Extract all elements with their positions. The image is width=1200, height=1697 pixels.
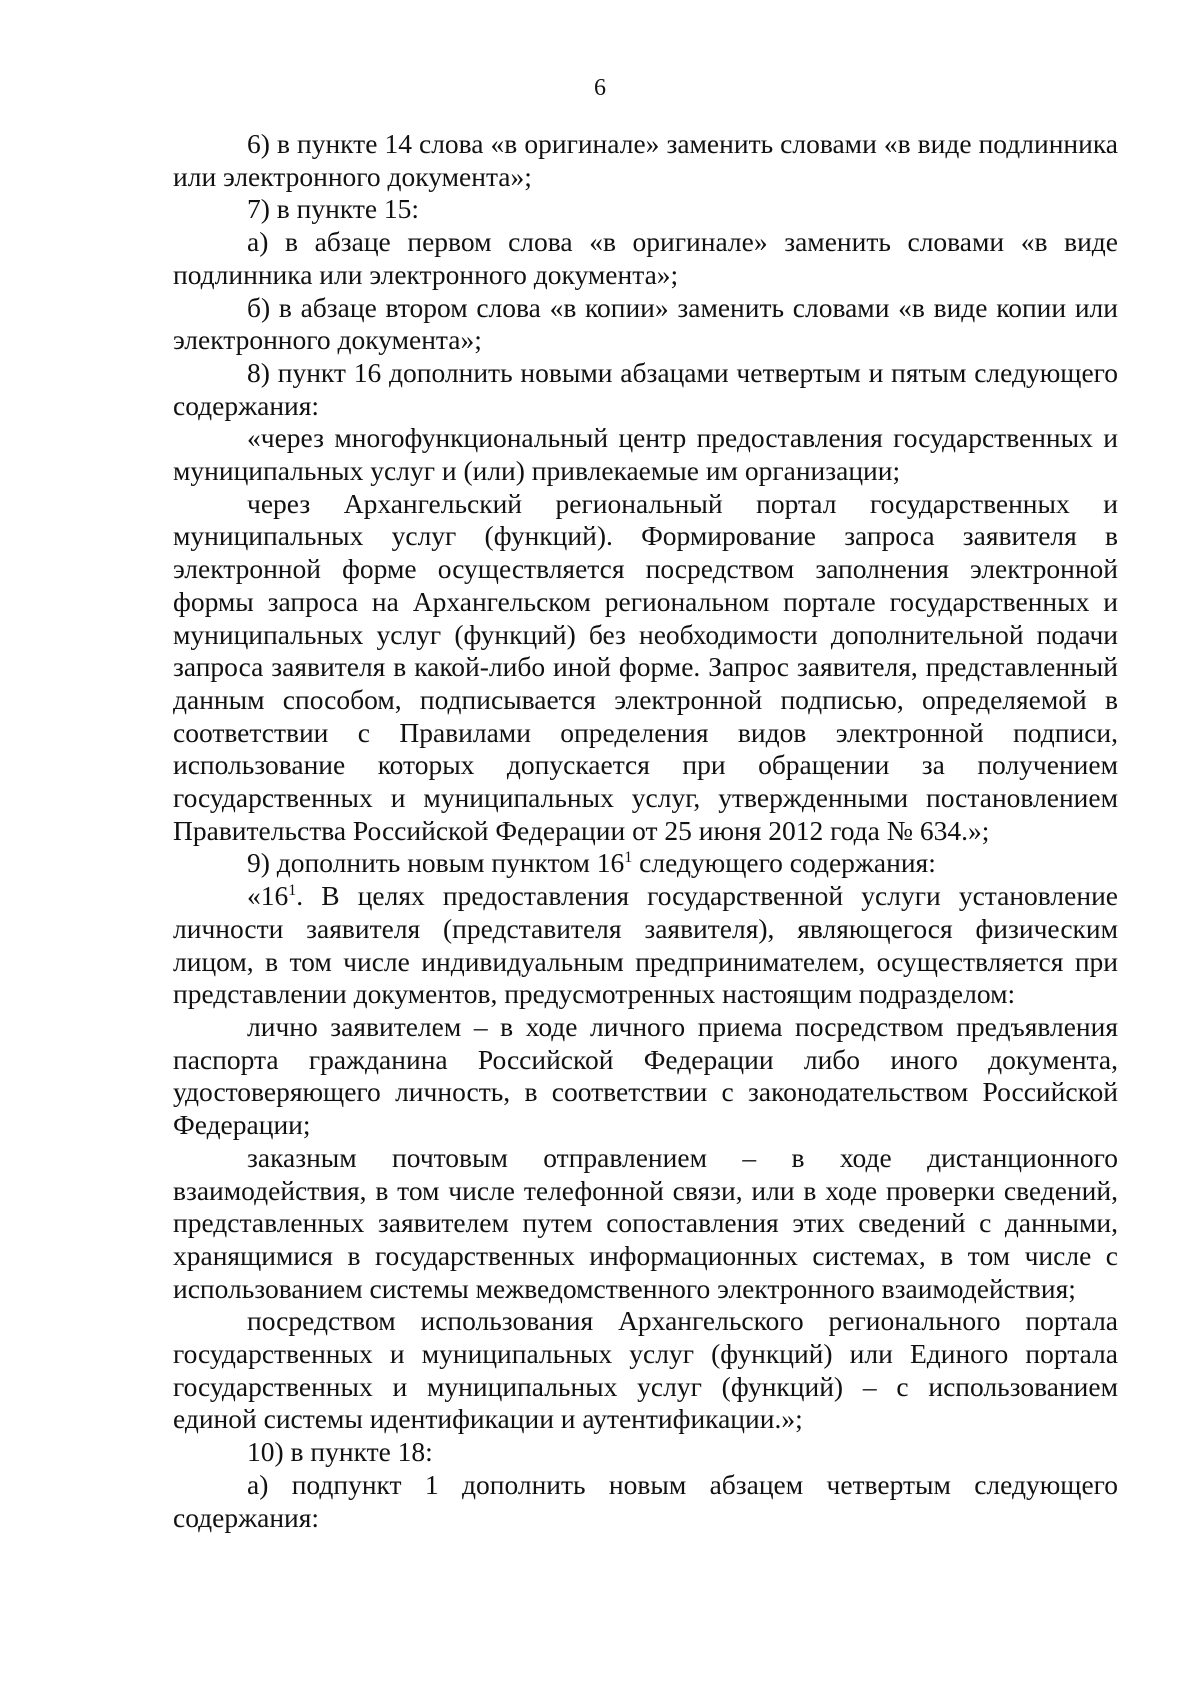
paragraph-subitem-7b: б) в абзаце втором слова «в копии» заменить словами «в виде копии или электронного документа»; (173, 291, 1118, 356)
superscript-index: 1 (624, 849, 633, 867)
paragraph-item-9-text: 9) дополнить новым пунктом 16 (247, 847, 625, 879)
paragraph-personal-visit: лично заявителем – в ходе личного приема посредством предъявления паспорта гражданина Российской Федерации либо иного документа, удостоверяющего личность, в соответствии с законодательством Российской Федерации; (173, 1010, 1118, 1141)
quoted-paragraph-regional-portal: через Архангельский региональный портал государственных и муниципальных услуг (функций). Формирование запроса заявителя в электронной форме осуществляется посредством заполнения электронной формы запроса на Архангельском региональном портале государственных и муниципальных услуг (функций) без необходимости дополнительной подачи запроса заявителя в какой-либо иной форме. Запрос заявителя, представленный данным способом, подписывается электронной подписью, определяемой в соответствии с Правилами определения видов электронной подписи, использование которых допускается при обращении за получением государственных и муниципальных услуг, утвержденными постановлением Правительства Российской Федерации от 25 июня 2012 года № 634.»; (173, 487, 1118, 846)
document-body (173, 128, 1118, 1534)
paragraph-item-9-text-end: следующего содержания: (632, 847, 936, 879)
paragraph-subitem-7a: а) в абзаце первом слова «в оригинале» заменить словами «в виде подлинника или электронного документа»; (173, 226, 1118, 290)
quoted-paragraph-16-1-start: «16 (247, 880, 289, 912)
paragraph-item-8: 8) пункт 16 дополнить новыми абзацами четвертым и пятым следующего содержания: (173, 356, 1118, 421)
quoted-paragraph-16-1 (173, 880, 1118, 1011)
paragraph-portal-identification: посредством использования Архангельского регионального портала государственных и муниципальных услуг (функций) или Единого портала государственных и муниципальных услуг (функций) – с использованием единой системы идентификации и аутентификации.»; (173, 1305, 1118, 1435)
paragraph-item-7: 7) в пункте 15: (247, 193, 420, 225)
page-number: 6 (594, 75, 606, 101)
paragraph-item-9 (173, 847, 1118, 880)
quoted-paragraph-mfc: «через многофункциональный центр предоставления государственных и муниципальных услуг и (или) привлекаемые им организации; (173, 422, 1118, 487)
quoted-paragraph-16-1-text: . В целях предоставления государственной услуги установление личности заявителя (представителя заявителя), являющегося физическим лицом, в том числе индивидуальным предпринимателем, осуществляется при представлении документов, предусмотренных настоящим подразделом: (173, 880, 1118, 1010)
paragraph-item-6: 6) в пункте 14 слова «в оригинале» заменить словами «в виде подлинника или электронного документа»; (173, 128, 1118, 192)
paragraph-subitem-10a: а) подпункт 1 дополнить новым абзацем четвертым следующего содержания: (173, 1468, 1118, 1533)
superscript-index: 1 (288, 882, 297, 900)
paragraph-registered-mail: заказным почтовым отправлением – в ходе дистанционного взаимодействия, в том числе телефонной связи, или в ходе проверки сведений, представленных заявителем путем сопоставления этих сведений с данными, хранящимися в государственных информационных системах, в том числе с использованием системы межведомственного электронного взаимодействия; (173, 1141, 1118, 1304)
paragraph-item-10: 10) в пункте 18: (247, 1436, 433, 1468)
